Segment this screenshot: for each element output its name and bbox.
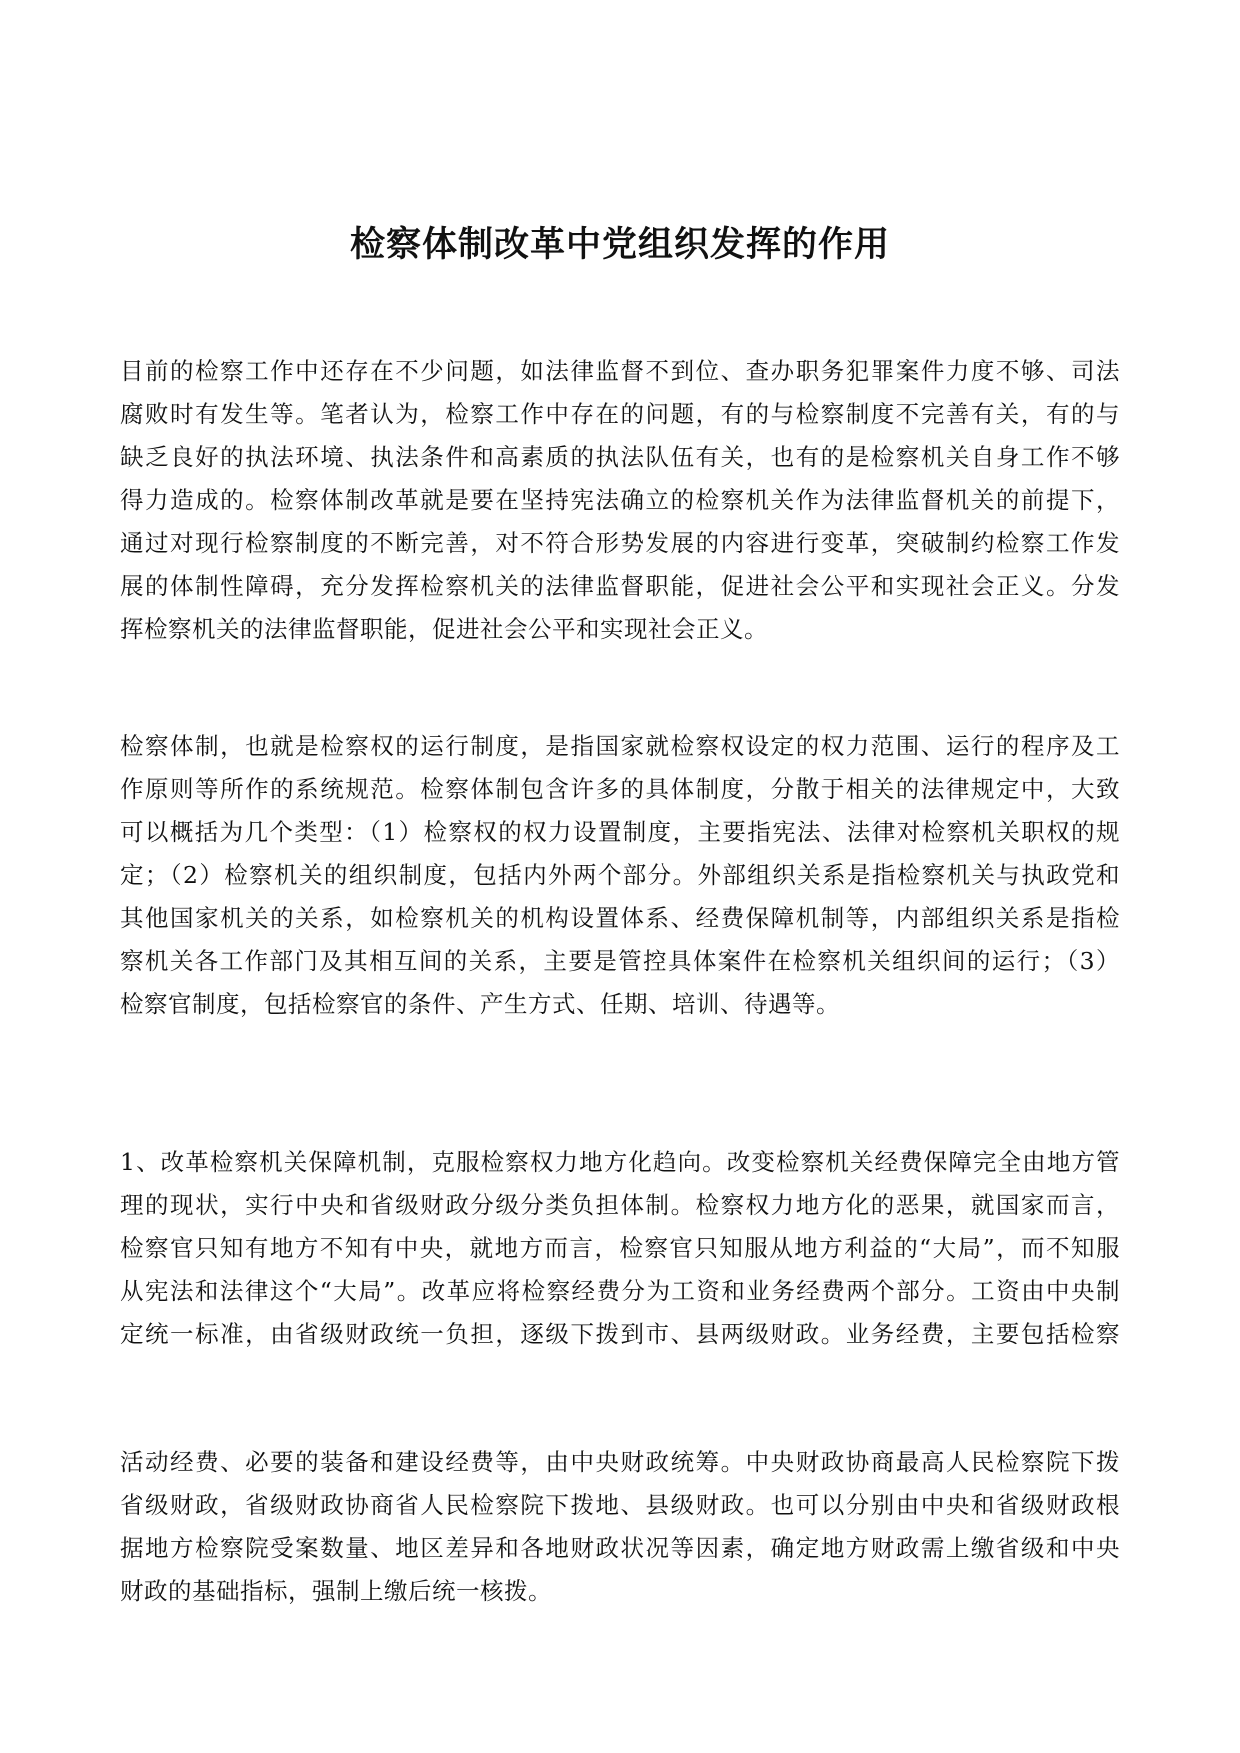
text-line: 缺乏良好的执法环境、执法条件和高素质的执法队伍有关，也有的是检察机关自身工作不够 — [120, 443, 1120, 471]
text-line: 察机关各工作部门及其相互间的关系，主要是管控具体案件在检察机关组织间的运行；（3） — [120, 947, 1120, 975]
text-line: 得力造成的。检察体制改革就是要在坚持宪法确立的检察机关作为法律监督机关的前提下， — [120, 486, 1120, 514]
text-line: 检察体制，也就是检察权的运行制度，是指国家就检察权设定的权力范围、运行的程序及工 — [120, 732, 1120, 760]
paragraph-reform-1-continued — [120, 1441, 1120, 1613]
text-line: 通过对现行检察制度的不断完善，对不符合形势发展的内容进行变革，突破制约检察工作发 — [120, 529, 1120, 557]
text-line: 挥检察机关的法律监督职能，促进社会公平和实现社会正义。 — [120, 615, 768, 643]
text-line: 展的体制性障碍，充分发挥检察机关的法律监督职能，促进社会公平和实现社会正义。分发 — [120, 572, 1120, 600]
text-line: 腐败时有发生等。笔者认为，检察工作中存在的问题，有的与检察制度不完善有关，有的与 — [120, 400, 1120, 428]
text-line: 活动经费、必要的装备和建设经费等，由中央财政统筹。中央财政协商最高人民检察院下拨 — [120, 1448, 1120, 1476]
text-line: 可以概括为几个类型：（1）检察权的权力设置制度，主要指宪法、法律对检察机关职权的规 — [120, 818, 1120, 846]
paragraph-reform-1 — [120, 1141, 1120, 1356]
text-line: 省级财政，省级财政协商省人民检察院下拨地、县级财政。也可以分别由中央和省级财政根 — [120, 1491, 1120, 1519]
text-line: 从宪法和法律这个“大局”。改革应将检察经费分为工资和业务经费两个部分。工资由中央制 — [120, 1277, 1120, 1305]
text-line: 其他国家机关的关系，如检察机关的机构设置体系、经费保障机制等，内部组织关系是指检 — [120, 904, 1120, 932]
text-line: 定；（2）检察机关的组织制度，包括内外两个部分。外部组织关系是指检察机关与执政党和 — [120, 861, 1120, 889]
text-line: 理的现状，实行中央和省级财政分级分类负担体制。检察权力地方化的恶果，就国家而言， — [120, 1191, 1120, 1219]
text-line: 定统一标准，由省级财政统一负担，逐级下拨到市、县两级财政。业务经费，主要包括检察 — [120, 1320, 1120, 1348]
paragraph-intro — [120, 350, 1120, 651]
text-line: 据地方检察院受案数量、地区差异和各地财政状况等因素，确定地方财政需上缴省级和中央 — [120, 1534, 1120, 1562]
text-line: 检察官制度，包括检察官的条件、产生方式、任期、培训、待遇等。 — [120, 990, 840, 1018]
text-line: 1、改革检察机关保障机制，克服检察权力地方化趋向。改变检察机关经费保障完全由地方管 — [120, 1148, 1120, 1176]
page-title: 检察体制改革中党组织发挥的作用 — [349, 224, 890, 265]
text-line: 财政的基础指标，强制上缴后统一核拨。 — [120, 1577, 552, 1605]
text-line: 目前的检察工作中还存在不少问题，如法律监督不到位、查办职务犯罪案件力度不够、司法 — [120, 357, 1120, 385]
text-line: 检察官只知有地方不知有中央，就地方而言，检察官只知服从地方利益的“大局”，而不知服 — [120, 1234, 1120, 1262]
paragraph-definition — [120, 725, 1120, 1026]
text-line: 作原则等所作的系统规范。检察体制包含许多的具体制度，分散于相关的法律规定中，大致 — [120, 775, 1120, 803]
